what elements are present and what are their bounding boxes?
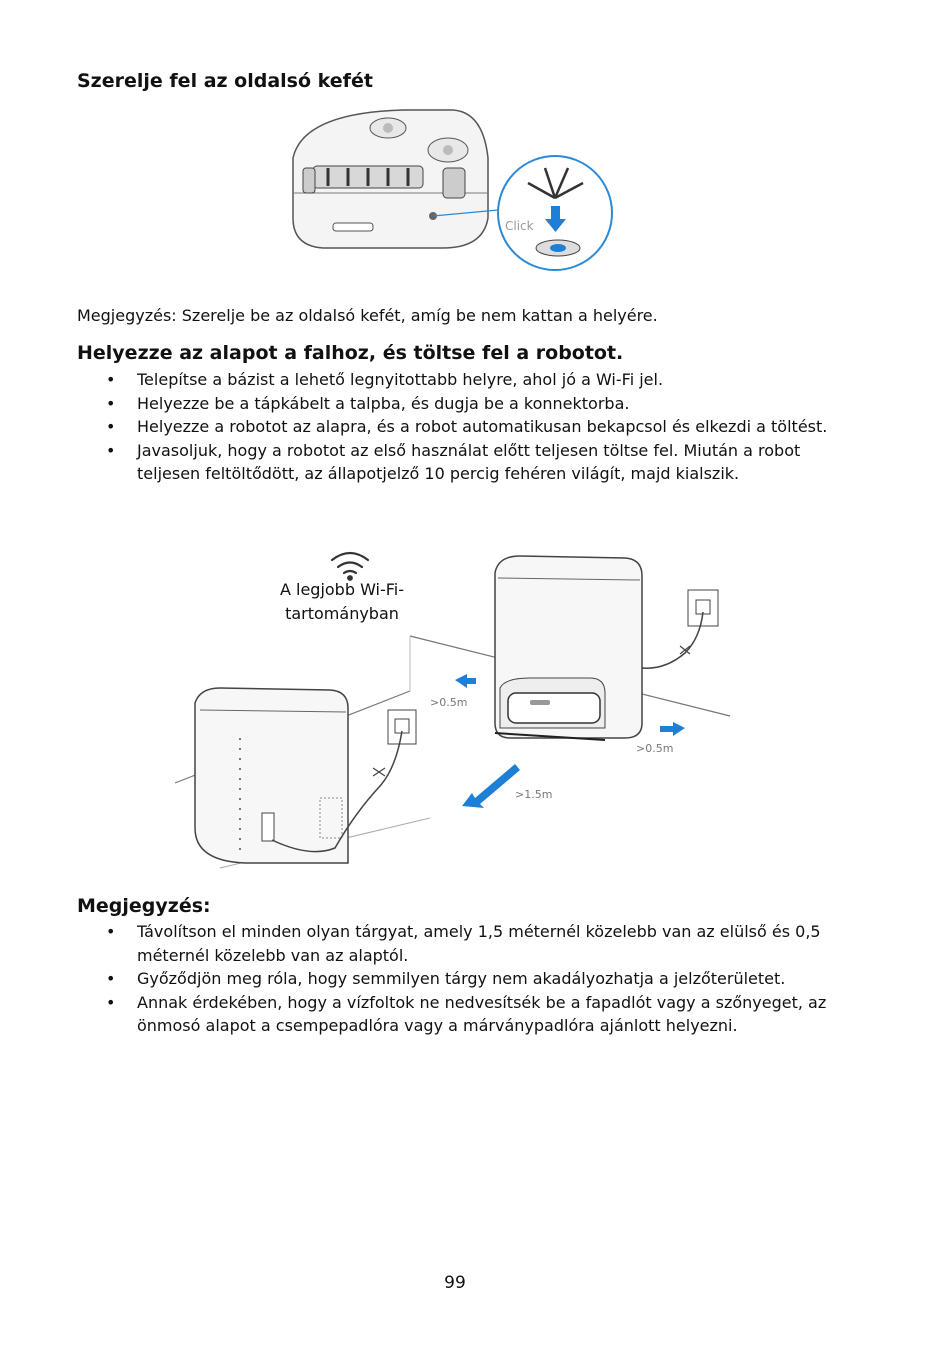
wifi-label-line1: A legjobb Wi-Fi- bbox=[279, 580, 405, 599]
arrow-back bbox=[455, 674, 476, 688]
base-placement-illustration bbox=[160, 528, 750, 878]
arrow-front bbox=[462, 764, 520, 808]
note-list bbox=[0, 920, 860, 1038]
click-label: Click bbox=[505, 219, 534, 233]
section-heading-note: Megjegyzés: bbox=[77, 895, 211, 917]
side-brush-install-illustration bbox=[283, 98, 623, 288]
distance-back: >0.5m bbox=[430, 696, 468, 709]
list-item: • Helyezze be a tápkábelt a talpba, és dugja be a konnektorba. bbox=[106, 393, 630, 413]
distance-side: >0.5m bbox=[636, 742, 674, 755]
wifi-label-line2: tartományban bbox=[285, 604, 399, 623]
section-heading-place-base: Helyezze az alapot a falhoz, és töltse fel a robotot. bbox=[77, 342, 624, 364]
list-item: • Telepítse a bázist a lehető legnyitottabb helyre, ahol jó a Wi-Fi jel. bbox=[106, 370, 664, 389]
list-item: • Győződjön meg róla, hogy semmilyen tárgy nem akadályozhatja a jelzőterületet. bbox=[106, 969, 786, 988]
list-item: • Annak érdekében, hogy a vízfoltok ne nedvesítsék be a fapadlót vagy a szőnyeget, az önmosó alapot a csempepadlóra vagy a márványpadlóra ajánlott helyezni. bbox=[106, 992, 827, 1035]
side-brush-note: Megjegyzés: Szerelje be az oldalsó kefét, amíg be nem kattan a helyére. bbox=[77, 306, 658, 325]
list-item: • Helyezze a robotot az alapra, és a robot automatikusan bekapcsol és elkezdi a töltést. bbox=[106, 417, 828, 436]
page-number: 99 bbox=[444, 1273, 466, 1293]
distance-front: >1.5m bbox=[515, 788, 553, 801]
list-item: • Javasoljuk, hogy a robotot az első használat előtt teljesen töltse fel. Miután a robot teljesen feltöltődött, az állapotjelző 10 percig fehéren világít, majd kialszik. bbox=[106, 440, 801, 483]
place-base-instructions bbox=[0, 368, 860, 486]
wifi-icon bbox=[332, 553, 368, 580]
section-heading-side-brush: Szerelje fel az oldalsó kefét bbox=[77, 70, 373, 92]
list-item: • Távolítson el minden olyan tárgyat, amely 1,5 méternél közelebb van az elülső és 0,5 méternél közelebb van az alaptól. bbox=[106, 922, 821, 965]
arrow-side bbox=[660, 722, 685, 736]
